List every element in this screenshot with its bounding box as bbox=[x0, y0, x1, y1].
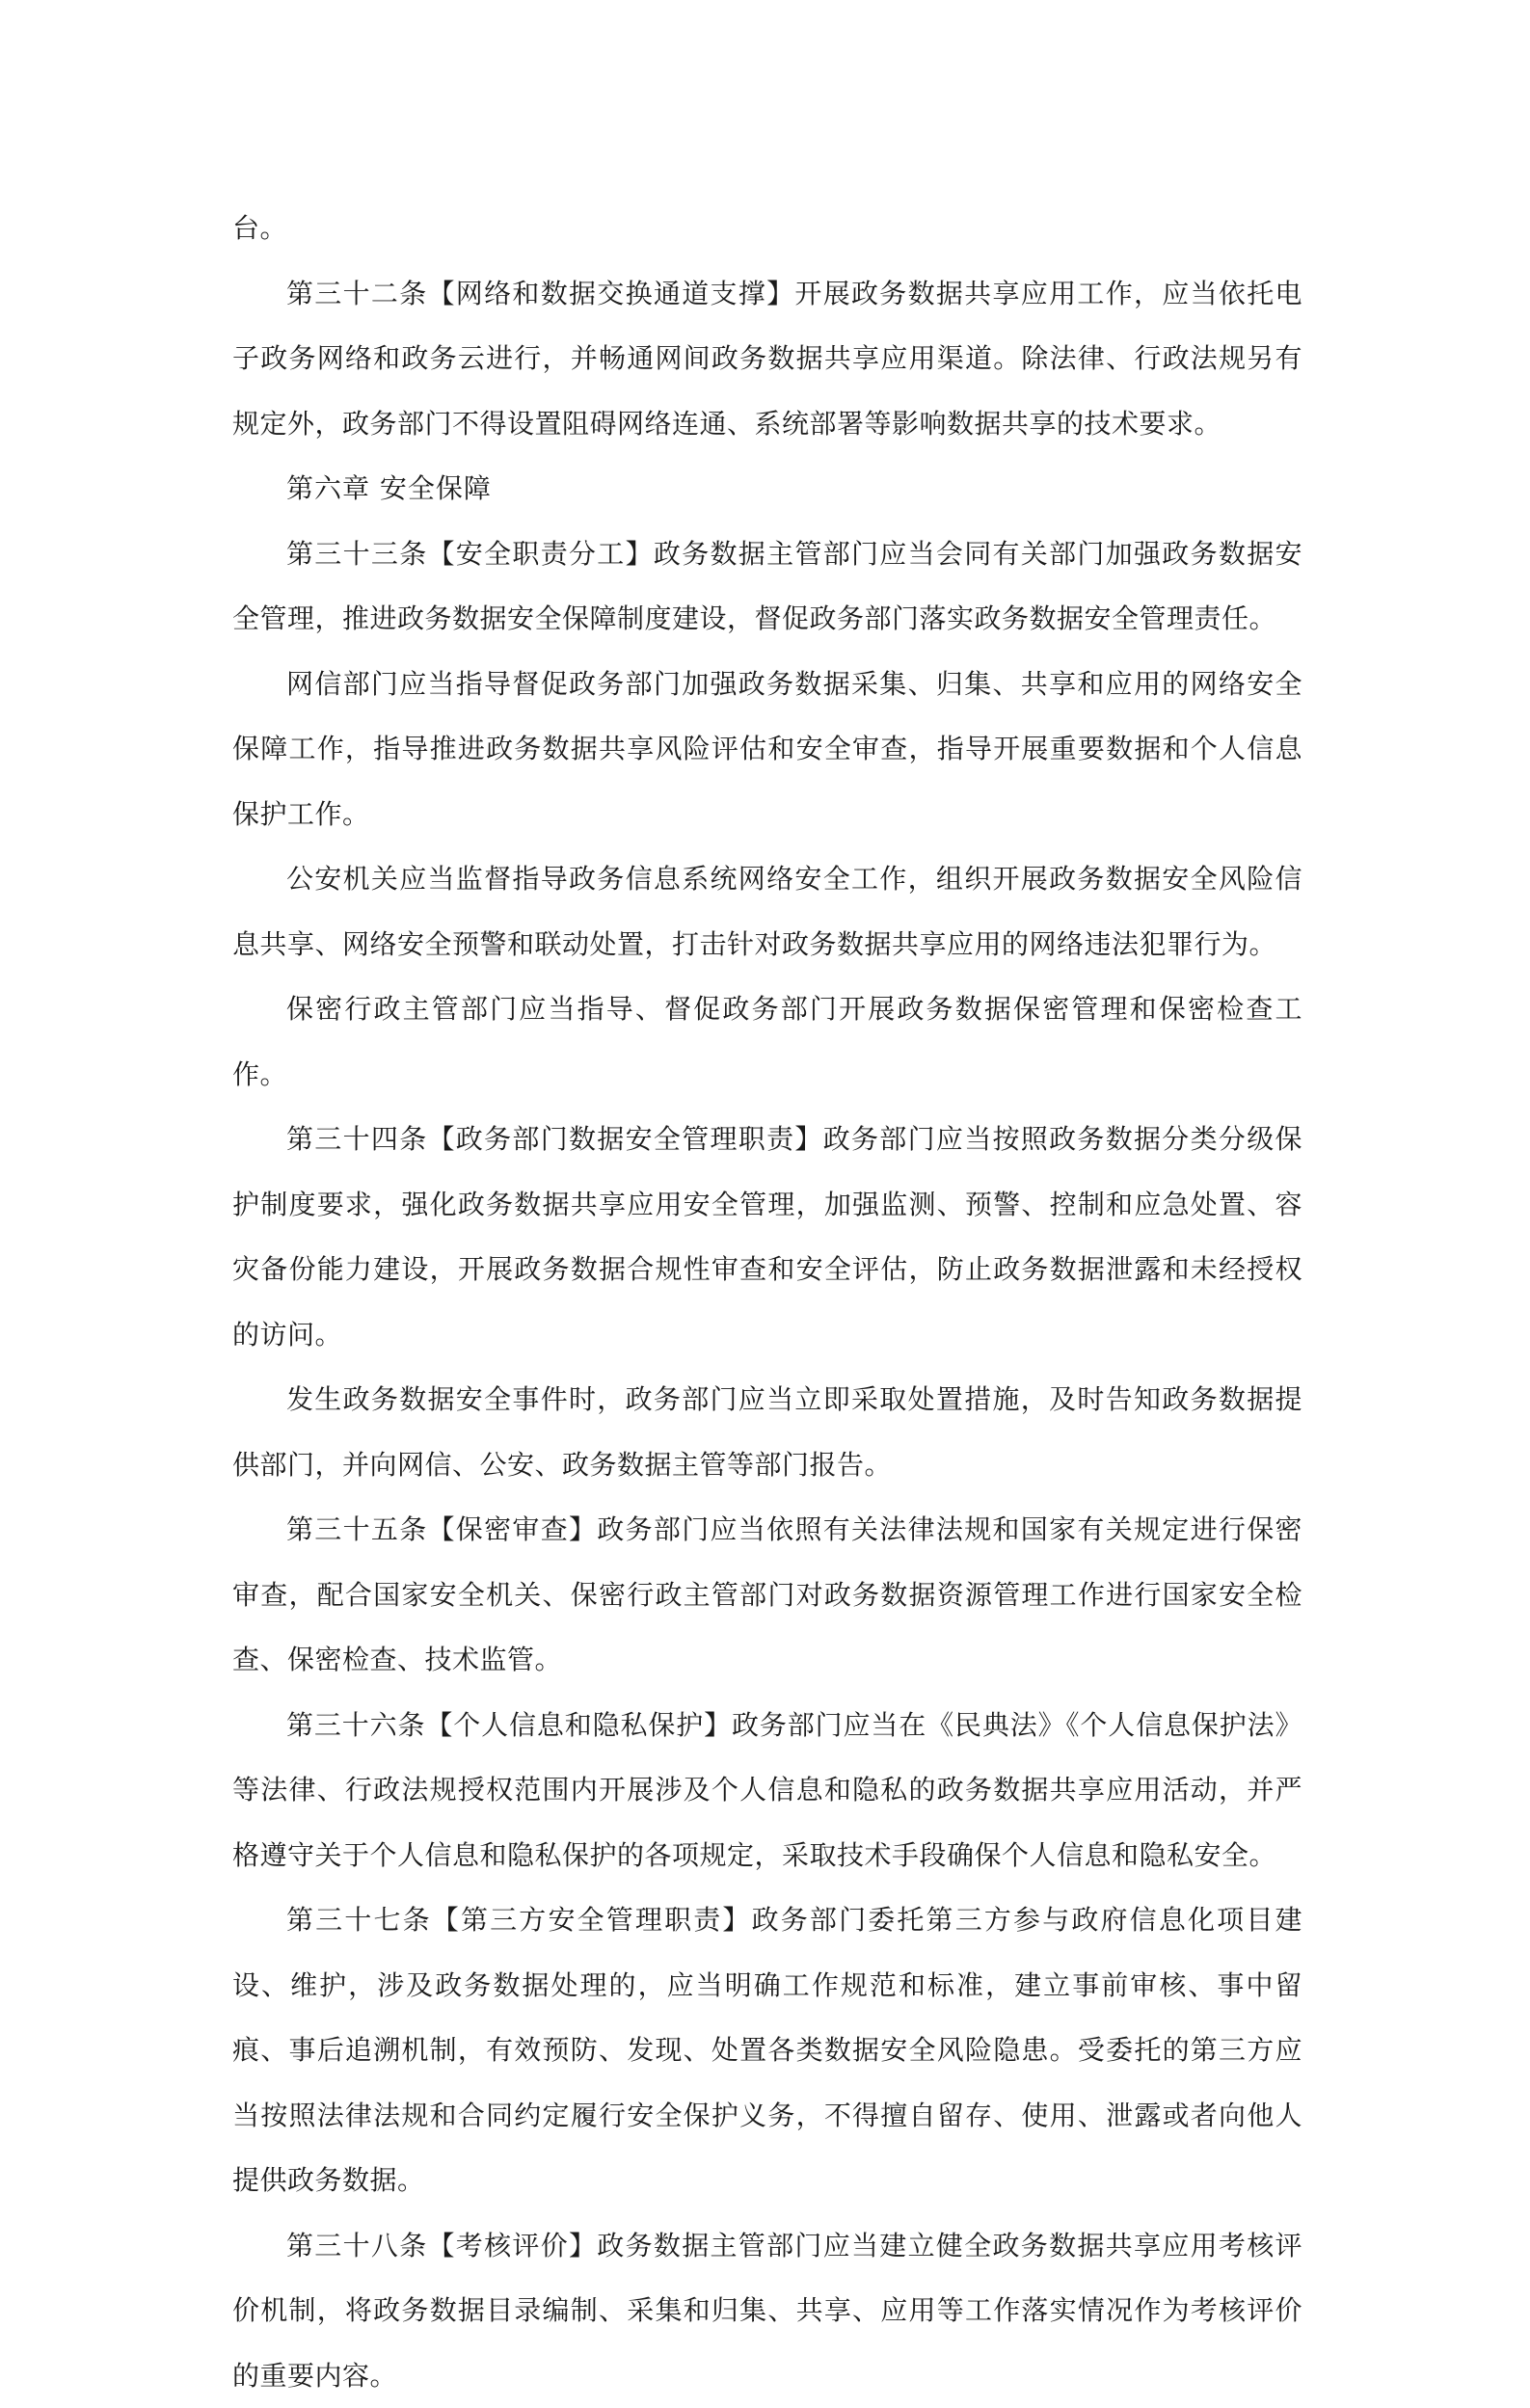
article-34-incident: 发生政务数据安全事件时，政务部门应当立即采取处置措施，及时告知政务数据提供部门，并向网信、公安、政务数据主管等部门报告。 bbox=[232, 1367, 1302, 1497]
article-33-secrecy: 保密行政主管部门应当指导、督促政务部门开展政务数据保密管理和保密检查工作。 bbox=[232, 977, 1302, 1107]
article-35: 第三十五条【保密审查】政务部门应当依照有关法律法规和国家有关规定进行保密审查，配合国家安全机关、保密行政主管部门对政务数据资源管理工作进行国家安全检查、保密检查、技术监管。 bbox=[232, 1497, 1302, 1693]
document-body bbox=[232, 196, 1302, 2408]
paragraph-continuation: 台。 bbox=[232, 196, 1302, 261]
article-33-cyberspace: 网信部门应当指导督促政务部门加强政务数据采集、归集、共享和应用的网络安全保障工作，指导推进政务数据共享风险评估和安全审查，指导开展重要数据和个人信息保护工作。 bbox=[232, 652, 1302, 847]
article-34: 第三十四条【政务部门数据安全管理职责】政务部门应当按照政务数据分类分级保护制度要求，强化政务数据共享应用安全管理，加强监测、预警、控制和应急处置、容灾备份能力建设，开展政务数据合规性审查和安全评估，防止政务数据泄露和未经授权的访问。 bbox=[232, 1107, 1302, 1367]
article-32: 第三十二条【网络和数据交换通道支撑】开展政务数据共享应用工作，应当依托电子政务网络和政务云进行，并畅通网间政务数据共享应用渠道。除法律、行政法规另有规定外，政务部门不得设置阻碍网络连通、系统部署等影响数据共享的技术要求。 bbox=[232, 261, 1302, 457]
article-33: 第三十三条【安全职责分工】政务数据主管部门应当会同有关部门加强政务数据安全管理，推进政务数据安全保障制度建设，督促政务部门落实政务数据安全管理责任。 bbox=[232, 522, 1302, 652]
article-33-public-security: 公安机关应当监督指导政务信息系统网络安全工作，组织开展政务数据安全风险信息共享、网络安全预警和联动处置，打击针对政务数据共享应用的网络违法犯罪行为。 bbox=[232, 846, 1302, 977]
article-38: 第三十八条【考核评价】政务数据主管部门应当建立健全政务数据共享应用考核评价机制，将政务数据目录编制、采集和归集、共享、应用等工作落实情况作为考核评价的重要内容。 bbox=[232, 2213, 1302, 2408]
article-37: 第三十七条【第三方安全管理职责】政务部门委托第三方参与政府信息化项目建设、维护，涉及政务数据处理的，应当明确工作规范和标准，建立事前审核、事中留痕、事后追溯机制，有效预防、发现、处置各类数据安全风险隐患。受委托的第三方应当按照法律法规和合同约定履行安全保护义务，不得擅自留存、使用、泄露或者向他人提供政务数据。 bbox=[232, 1887, 1302, 2213]
chapter-6-heading: 第六章 安全保障 bbox=[232, 456, 1302, 522]
article-36: 第三十六条【个人信息和隐私保护】政务部门应当在《民典法》《个人信息保护法》等法律、行政法规授权范围内开展涉及个人信息和隐私的政务数据共享应用活动，并严格遵守关于个人信息和隐私保护的各项规定，采取技术手段确保个人信息和隐私安全。 bbox=[232, 1693, 1302, 1888]
